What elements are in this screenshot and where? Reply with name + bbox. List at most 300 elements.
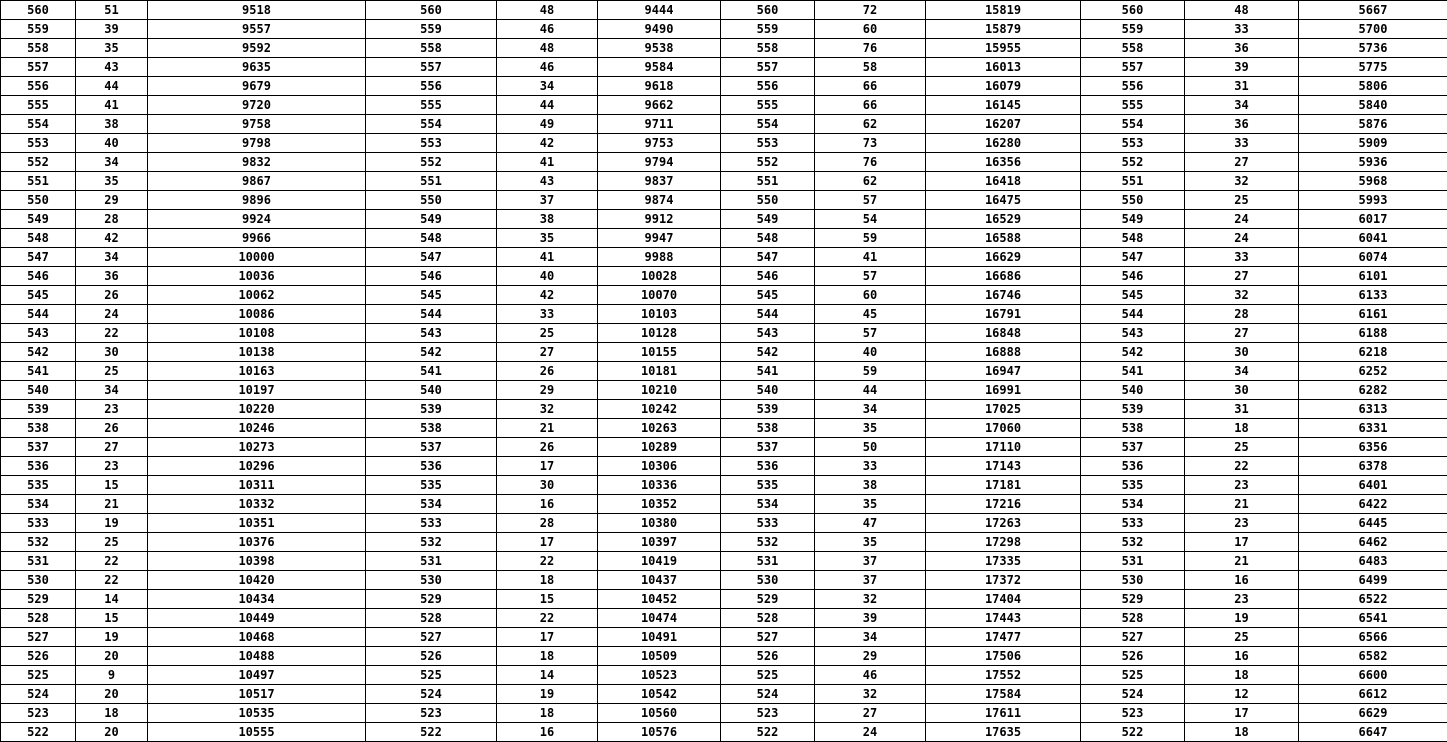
- cumulative-b-cell: 9947: [598, 229, 721, 248]
- cumulative-b-cell: 10336: [598, 476, 721, 495]
- cumulative-b-cell: 9584: [598, 58, 721, 77]
- count-a-cell: 24: [76, 305, 148, 324]
- cumulative-c-cell: 17060: [926, 419, 1081, 438]
- cumulative-b-cell: 9618: [598, 77, 721, 96]
- table-row: [1, 476, 1447, 495]
- score-d-cell: 560: [1081, 1, 1185, 20]
- cumulative-d-cell: 5775: [1299, 58, 1447, 77]
- score-b-cell: 531: [366, 552, 497, 571]
- score-a-cell: 554: [1, 115, 76, 134]
- cumulative-d-cell: 6612: [1299, 685, 1447, 704]
- table-row: [1, 514, 1447, 533]
- count-c-cell: 35: [815, 419, 926, 438]
- count-b-cell: 32: [497, 400, 598, 419]
- count-b-cell: 46: [497, 20, 598, 39]
- count-d-cell: 30: [1185, 343, 1299, 362]
- score-c-cell: 537: [721, 438, 815, 457]
- score-a-cell: 541: [1, 362, 76, 381]
- cumulative-c-cell: 16746: [926, 286, 1081, 305]
- count-c-cell: 33: [815, 457, 926, 476]
- count-a-cell: 20: [76, 685, 148, 704]
- count-c-cell: 47: [815, 514, 926, 533]
- count-d-cell: 25: [1185, 438, 1299, 457]
- table-row: [1, 267, 1447, 286]
- count-b-cell: 21: [497, 419, 598, 438]
- score-b-cell: 554: [366, 115, 497, 134]
- cumulative-b-cell: 10491: [598, 628, 721, 647]
- score-b-cell: 540: [366, 381, 497, 400]
- table-row: [1, 58, 1447, 77]
- count-c-cell: 72: [815, 1, 926, 20]
- cumulative-a-cell: 10555: [148, 723, 366, 742]
- cumulative-b-cell: 10181: [598, 362, 721, 381]
- count-a-cell: 15: [76, 476, 148, 495]
- count-b-cell: 37: [497, 191, 598, 210]
- score-c-cell: 543: [721, 324, 815, 343]
- score-a-cell: 538: [1, 419, 76, 438]
- count-c-cell: 35: [815, 495, 926, 514]
- cumulative-a-cell: 10398: [148, 552, 366, 571]
- cumulative-a-cell: 9832: [148, 153, 366, 172]
- score-d-cell: 536: [1081, 457, 1185, 476]
- cumulative-b-cell: 10028: [598, 267, 721, 286]
- count-c-cell: 37: [815, 571, 926, 590]
- cumulative-c-cell: 17443: [926, 609, 1081, 628]
- cumulative-a-cell: 9798: [148, 134, 366, 153]
- score-a-cell: 530: [1, 571, 76, 590]
- cumulative-a-cell: 10036: [148, 267, 366, 286]
- cumulative-d-cell: 5806: [1299, 77, 1447, 96]
- cumulative-a-cell: 9867: [148, 172, 366, 191]
- cumulative-c-cell: 16013: [926, 58, 1081, 77]
- score-a-cell: 560: [1, 1, 76, 20]
- table-row: [1, 590, 1447, 609]
- score-b-cell: 537: [366, 438, 497, 457]
- count-c-cell: 29: [815, 647, 926, 666]
- count-a-cell: 40: [76, 134, 148, 153]
- score-c-cell: 529: [721, 590, 815, 609]
- count-d-cell: 25: [1185, 191, 1299, 210]
- cumulative-c-cell: 17477: [926, 628, 1081, 647]
- score-b-cell: 530: [366, 571, 497, 590]
- score-b-cell: 522: [366, 723, 497, 742]
- table-row: [1, 362, 1447, 381]
- count-a-cell: 35: [76, 172, 148, 191]
- count-c-cell: 57: [815, 324, 926, 343]
- count-d-cell: 19: [1185, 609, 1299, 628]
- score-c-cell: 536: [721, 457, 815, 476]
- score-b-cell: 560: [366, 1, 497, 20]
- score-d-cell: 541: [1081, 362, 1185, 381]
- score-b-cell: 523: [366, 704, 497, 723]
- count-d-cell: 21: [1185, 495, 1299, 514]
- count-c-cell: 34: [815, 628, 926, 647]
- cumulative-d-cell: 5700: [1299, 20, 1447, 39]
- cumulative-c-cell: 16280: [926, 134, 1081, 153]
- score-a-cell: 535: [1, 476, 76, 495]
- score-d-cell: 526: [1081, 647, 1185, 666]
- score-a-cell: 540: [1, 381, 76, 400]
- cumulative-c-cell: 16145: [926, 96, 1081, 115]
- score-b-cell: 528: [366, 609, 497, 628]
- cumulative-a-cell: 10351: [148, 514, 366, 533]
- cumulative-c-cell: 17216: [926, 495, 1081, 514]
- count-d-cell: 24: [1185, 229, 1299, 248]
- count-b-cell: 15: [497, 590, 598, 609]
- cumulative-c-cell: 17335: [926, 552, 1081, 571]
- count-c-cell: 40: [815, 343, 926, 362]
- cumulative-d-cell: 5876: [1299, 115, 1447, 134]
- cumulative-d-cell: 6188: [1299, 324, 1447, 343]
- score-d-cell: 558: [1081, 39, 1185, 58]
- count-d-cell: 22: [1185, 457, 1299, 476]
- score-b-cell: 542: [366, 343, 497, 362]
- score-a-cell: 546: [1, 267, 76, 286]
- cumulative-d-cell: 5909: [1299, 134, 1447, 153]
- score-d-cell: 556: [1081, 77, 1185, 96]
- score-a-cell: 527: [1, 628, 76, 647]
- table-row: [1, 495, 1447, 514]
- score-b-cell: 556: [366, 77, 497, 96]
- count-c-cell: 62: [815, 115, 926, 134]
- table-row: [1, 457, 1447, 476]
- cumulative-d-cell: 6161: [1299, 305, 1447, 324]
- count-a-cell: 43: [76, 58, 148, 77]
- count-d-cell: 25: [1185, 628, 1299, 647]
- count-c-cell: 66: [815, 77, 926, 96]
- count-d-cell: 18: [1185, 419, 1299, 438]
- score-a-cell: 559: [1, 20, 76, 39]
- score-b-cell: 529: [366, 590, 497, 609]
- cumulative-b-cell: 10509: [598, 647, 721, 666]
- count-b-cell: 42: [497, 286, 598, 305]
- score-a-cell: 557: [1, 58, 76, 77]
- count-c-cell: 32: [815, 685, 926, 704]
- count-c-cell: 46: [815, 666, 926, 685]
- cumulative-c-cell: 17611: [926, 704, 1081, 723]
- count-d-cell: 18: [1185, 666, 1299, 685]
- count-d-cell: 23: [1185, 590, 1299, 609]
- cumulative-d-cell: 6101: [1299, 267, 1447, 286]
- count-c-cell: 60: [815, 286, 926, 305]
- score-b-cell: 559: [366, 20, 497, 39]
- score-d-cell: 555: [1081, 96, 1185, 115]
- cumulative-b-cell: 9988: [598, 248, 721, 267]
- count-b-cell: 25: [497, 324, 598, 343]
- cumulative-b-cell: 10306: [598, 457, 721, 476]
- cumulative-a-cell: 10535: [148, 704, 366, 723]
- score-d-cell: 546: [1081, 267, 1185, 286]
- count-d-cell: 31: [1185, 400, 1299, 419]
- count-d-cell: 33: [1185, 134, 1299, 153]
- score-b-cell: 541: [366, 362, 497, 381]
- count-c-cell: 57: [815, 191, 926, 210]
- count-c-cell: 34: [815, 400, 926, 419]
- count-b-cell: 48: [497, 39, 598, 58]
- table-row: [1, 305, 1447, 324]
- score-c-cell: 527: [721, 628, 815, 647]
- score-c-cell: 557: [721, 58, 815, 77]
- cumulative-c-cell: 16791: [926, 305, 1081, 324]
- table-row: [1, 647, 1447, 666]
- score-c-cell: 528: [721, 609, 815, 628]
- table-row: [1, 153, 1447, 172]
- cumulative-a-cell: 10138: [148, 343, 366, 362]
- score-d-cell: 528: [1081, 609, 1185, 628]
- score-b-cell: 550: [366, 191, 497, 210]
- count-a-cell: 18: [76, 704, 148, 723]
- count-b-cell: 42: [497, 134, 598, 153]
- score-b-cell: 527: [366, 628, 497, 647]
- score-b-cell: 533: [366, 514, 497, 533]
- count-c-cell: 27: [815, 704, 926, 723]
- table-row: [1, 286, 1447, 305]
- score-d-cell: 522: [1081, 723, 1185, 742]
- table-row: [1, 438, 1447, 457]
- score-c-cell: 535: [721, 476, 815, 495]
- cumulative-c-cell: 17372: [926, 571, 1081, 590]
- count-b-cell: 41: [497, 248, 598, 267]
- count-c-cell: 38: [815, 476, 926, 495]
- count-b-cell: 22: [497, 552, 598, 571]
- count-d-cell: 16: [1185, 647, 1299, 666]
- cumulative-d-cell: 6041: [1299, 229, 1447, 248]
- score-d-cell: 531: [1081, 552, 1185, 571]
- score-b-cell: 539: [366, 400, 497, 419]
- cumulative-c-cell: 16207: [926, 115, 1081, 134]
- cumulative-b-cell: 9538: [598, 39, 721, 58]
- count-c-cell: 35: [815, 533, 926, 552]
- cumulative-b-cell: 9794: [598, 153, 721, 172]
- count-a-cell: 22: [76, 552, 148, 571]
- count-b-cell: 18: [497, 647, 598, 666]
- count-d-cell: 27: [1185, 267, 1299, 286]
- cumulative-d-cell: 5736: [1299, 39, 1447, 58]
- count-a-cell: 41: [76, 96, 148, 115]
- count-d-cell: 32: [1185, 172, 1299, 191]
- count-d-cell: 16: [1185, 571, 1299, 590]
- cumulative-c-cell: 17263: [926, 514, 1081, 533]
- table-row: [1, 609, 1447, 628]
- table-row: [1, 571, 1447, 590]
- score-d-cell: 548: [1081, 229, 1185, 248]
- cumulative-d-cell: 6356: [1299, 438, 1447, 457]
- cumulative-c-cell: 17110: [926, 438, 1081, 457]
- count-c-cell: 76: [815, 153, 926, 172]
- score-a-cell: 537: [1, 438, 76, 457]
- cumulative-b-cell: 10380: [598, 514, 721, 533]
- cumulative-a-cell: 10062: [148, 286, 366, 305]
- cumulative-b-cell: 10397: [598, 533, 721, 552]
- count-a-cell: 14: [76, 590, 148, 609]
- cumulative-d-cell: 6133: [1299, 286, 1447, 305]
- cumulative-c-cell: 16529: [926, 210, 1081, 229]
- score-b-cell: 536: [366, 457, 497, 476]
- count-b-cell: 22: [497, 609, 598, 628]
- count-b-cell: 17: [497, 628, 598, 647]
- count-a-cell: 15: [76, 609, 148, 628]
- cumulative-c-cell: 17404: [926, 590, 1081, 609]
- score-b-cell: 551: [366, 172, 497, 191]
- count-d-cell: 27: [1185, 324, 1299, 343]
- cumulative-c-cell: 16079: [926, 77, 1081, 96]
- table-row: [1, 552, 1447, 571]
- table-row: [1, 343, 1447, 362]
- score-d-cell: 552: [1081, 153, 1185, 172]
- score-a-cell: 533: [1, 514, 76, 533]
- count-c-cell: 62: [815, 172, 926, 191]
- score-a-cell: 523: [1, 704, 76, 723]
- score-a-cell: 558: [1, 39, 76, 58]
- count-b-cell: 30: [497, 476, 598, 495]
- count-a-cell: 35: [76, 39, 148, 58]
- count-c-cell: 59: [815, 362, 926, 381]
- score-a-cell: 556: [1, 77, 76, 96]
- score-d-cell: 524: [1081, 685, 1185, 704]
- score-a-cell: 525: [1, 666, 76, 685]
- cumulative-b-cell: 10560: [598, 704, 721, 723]
- cumulative-a-cell: 9557: [148, 20, 366, 39]
- score-d-cell: 550: [1081, 191, 1185, 210]
- cumulative-d-cell: 6600: [1299, 666, 1447, 685]
- score-c-cell: 540: [721, 381, 815, 400]
- count-d-cell: 23: [1185, 514, 1299, 533]
- count-d-cell: 12: [1185, 685, 1299, 704]
- cumulative-c-cell: 16947: [926, 362, 1081, 381]
- count-a-cell: 9: [76, 666, 148, 685]
- score-a-cell: 548: [1, 229, 76, 248]
- score-a-cell: 539: [1, 400, 76, 419]
- cumulative-b-cell: 10070: [598, 286, 721, 305]
- score-a-cell: 526: [1, 647, 76, 666]
- score-c-cell: 549: [721, 210, 815, 229]
- count-a-cell: 25: [76, 533, 148, 552]
- count-a-cell: 20: [76, 723, 148, 742]
- score-a-cell: 544: [1, 305, 76, 324]
- cumulative-c-cell: 16991: [926, 381, 1081, 400]
- count-c-cell: 54: [815, 210, 926, 229]
- cumulative-d-cell: 6566: [1299, 628, 1447, 647]
- table-row: [1, 628, 1447, 647]
- count-a-cell: 42: [76, 229, 148, 248]
- count-a-cell: 26: [76, 286, 148, 305]
- cumulative-a-cell: 9896: [148, 191, 366, 210]
- count-c-cell: 24: [815, 723, 926, 742]
- cumulative-c-cell: 17506: [926, 647, 1081, 666]
- cumulative-b-cell: 9837: [598, 172, 721, 191]
- count-a-cell: 44: [76, 77, 148, 96]
- count-a-cell: 19: [76, 514, 148, 533]
- score-c-cell: 551: [721, 172, 815, 191]
- score-c-cell: 547: [721, 248, 815, 267]
- cumulative-a-cell: 10108: [148, 324, 366, 343]
- count-b-cell: 28: [497, 514, 598, 533]
- count-b-cell: 18: [497, 571, 598, 590]
- cumulative-d-cell: 6074: [1299, 248, 1447, 267]
- cumulative-c-cell: 16475: [926, 191, 1081, 210]
- score-c-cell: 539: [721, 400, 815, 419]
- table-body: [1, 1, 1447, 742]
- count-a-cell: 25: [76, 362, 148, 381]
- count-c-cell: 41: [815, 248, 926, 267]
- score-c-cell: 522: [721, 723, 815, 742]
- score-c-cell: 523: [721, 704, 815, 723]
- count-a-cell: 51: [76, 1, 148, 20]
- cumulative-a-cell: 10468: [148, 628, 366, 647]
- score-c-cell: 554: [721, 115, 815, 134]
- table-row: [1, 324, 1447, 343]
- score-a-cell: 551: [1, 172, 76, 191]
- count-c-cell: 73: [815, 134, 926, 153]
- score-d-cell: 533: [1081, 514, 1185, 533]
- score-a-cell: 522: [1, 723, 76, 742]
- count-b-cell: 43: [497, 172, 598, 191]
- count-c-cell: 57: [815, 267, 926, 286]
- table-row: [1, 115, 1447, 134]
- cumulative-a-cell: 10000: [148, 248, 366, 267]
- score-a-cell: 531: [1, 552, 76, 571]
- score-c-cell: 560: [721, 1, 815, 20]
- score-a-cell: 555: [1, 96, 76, 115]
- cumulative-a-cell: 10376: [148, 533, 366, 552]
- count-a-cell: 34: [76, 248, 148, 267]
- table-row: [1, 704, 1447, 723]
- score-c-cell: 530: [721, 571, 815, 590]
- count-c-cell: 32: [815, 590, 926, 609]
- count-b-cell: 16: [497, 723, 598, 742]
- score-a-cell: 534: [1, 495, 76, 514]
- score-b-cell: 538: [366, 419, 497, 438]
- cumulative-a-cell: 9592: [148, 39, 366, 58]
- score-d-cell: 542: [1081, 343, 1185, 362]
- count-b-cell: 34: [497, 77, 598, 96]
- cumulative-d-cell: 6378: [1299, 457, 1447, 476]
- count-d-cell: 28: [1185, 305, 1299, 324]
- cumulative-a-cell: 9635: [148, 58, 366, 77]
- count-b-cell: 19: [497, 685, 598, 704]
- count-b-cell: 38: [497, 210, 598, 229]
- cumulative-a-cell: 10434: [148, 590, 366, 609]
- cumulative-a-cell: 10246: [148, 419, 366, 438]
- table-row: [1, 96, 1447, 115]
- score-d-cell: 538: [1081, 419, 1185, 438]
- cumulative-b-cell: 10576: [598, 723, 721, 742]
- cumulative-c-cell: 16418: [926, 172, 1081, 191]
- count-b-cell: 14: [497, 666, 598, 685]
- score-c-cell: 553: [721, 134, 815, 153]
- count-c-cell: 44: [815, 381, 926, 400]
- cumulative-d-cell: 5968: [1299, 172, 1447, 191]
- count-a-cell: 36: [76, 267, 148, 286]
- score-a-cell: 524: [1, 685, 76, 704]
- cumulative-c-cell: 17025: [926, 400, 1081, 419]
- count-c-cell: 37: [815, 552, 926, 571]
- count-d-cell: 18: [1185, 723, 1299, 742]
- cumulative-d-cell: 5936: [1299, 153, 1447, 172]
- score-c-cell: 546: [721, 267, 815, 286]
- cumulative-d-cell: 5667: [1299, 1, 1447, 20]
- score-d-cell: 532: [1081, 533, 1185, 552]
- cumulative-c-cell: 16888: [926, 343, 1081, 362]
- cumulative-c-cell: 15879: [926, 20, 1081, 39]
- cumulative-b-cell: 10474: [598, 609, 721, 628]
- cumulative-c-cell: 16588: [926, 229, 1081, 248]
- cumulative-b-cell: 10352: [598, 495, 721, 514]
- cumulative-a-cell: 10332: [148, 495, 366, 514]
- table-row: [1, 1, 1447, 20]
- score-c-cell: 555: [721, 96, 815, 115]
- count-c-cell: 39: [815, 609, 926, 628]
